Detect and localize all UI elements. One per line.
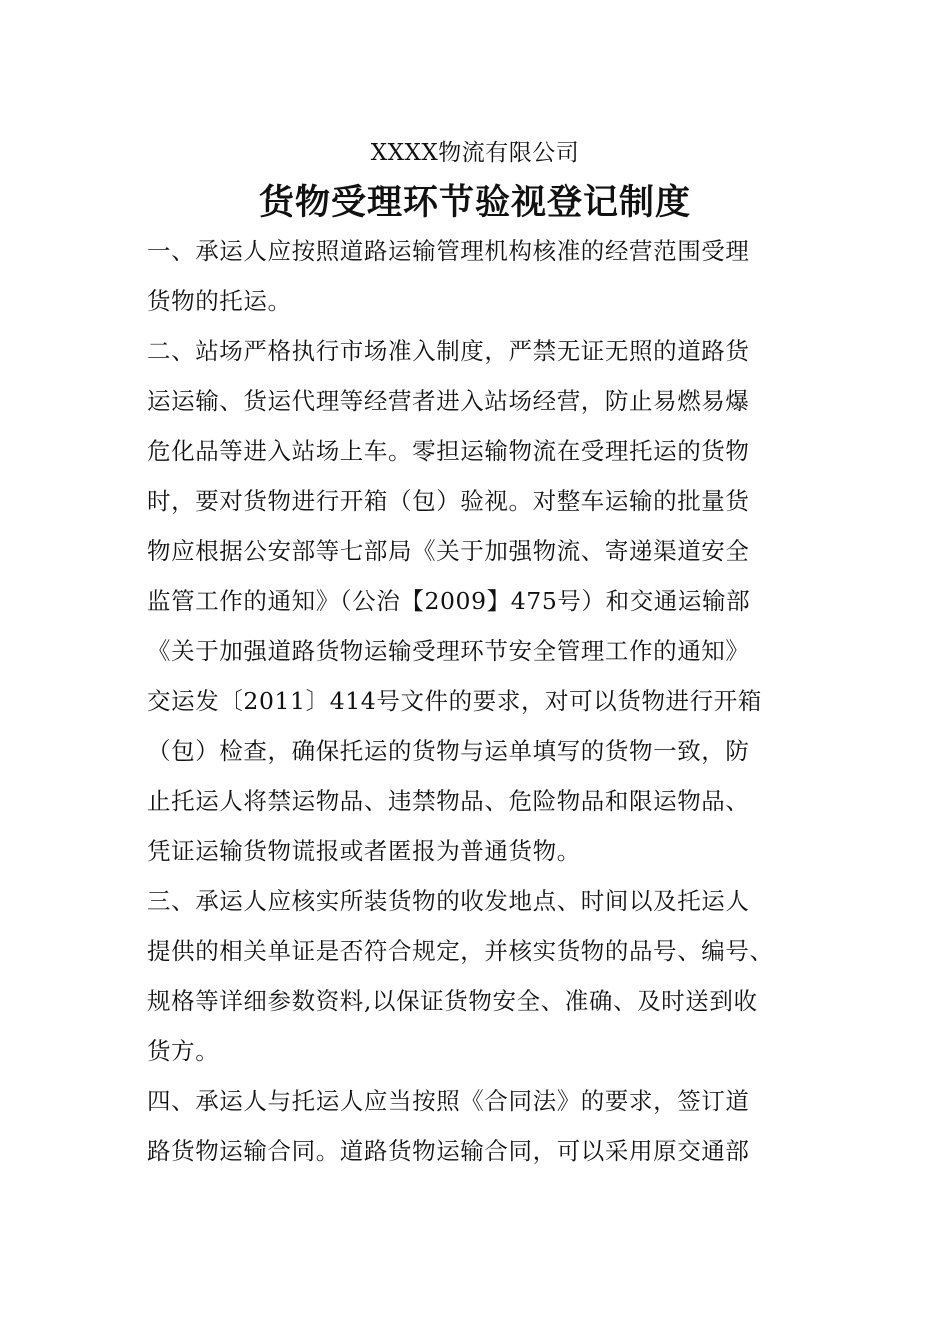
text-line: 路货物运输合同。道路货物运输合同，可以采用原交通部: [147, 1137, 750, 1165]
text-line: 危化品等进入站场上车。零担运输物流在受理托运的货物: [147, 437, 750, 465]
text-line: 物应根据公安部等七部局《关于加强物流、寄递渠道安全: [147, 537, 750, 565]
text-line: 三、承运人应核实所装货物的收发地点、时间以及托运人: [147, 887, 750, 915]
document-body: [147, 226, 807, 1176]
text-line: 《关于加强道路货物运输受理环节安全管理工作的通知》: [147, 637, 750, 665]
text-line: 一、承运人应按照道路运输管理机构核准的经营范围受理: [147, 237, 750, 265]
company-name: XXXX物流有限公司: [370, 140, 580, 166]
text-line: 货方。: [147, 1037, 220, 1065]
text-line: 货物的托运。: [147, 287, 292, 315]
text-line: 四、承运人与托运人应当按照《合同法》的要求，签订道: [147, 1087, 750, 1115]
text-line: 凭证运输货物谎报或者匿报为普通货物。: [147, 837, 581, 865]
text-line: 止托运人将禁运物品、违禁物品、危险物品和限运物品、: [147, 787, 750, 815]
text-line: 时，要对货物进行开箱（包）验视。对整车运输的批量货: [147, 487, 750, 515]
text-line: 运运输、货运代理等经营者进入站场经营，防止易燃易爆: [147, 387, 750, 415]
text-line: 交运发〔2011〕414号文件的要求，对可以货物进行开箱: [147, 687, 762, 715]
document-title: 货物受理环节验视登记制度: [258, 182, 691, 223]
text-line: 规格等详细参数资料,以保证货物安全、准确、及时送到收: [147, 987, 758, 1015]
text-line: 监管工作的通知》（公治【2009】475号）和交通运输部: [147, 587, 751, 615]
text-line: 提供的相关单证是否符合规定，并核实货物的品号、编号、: [147, 937, 774, 965]
text-line: 二、站场严格执行市场准入制度，严禁无证无照的道路货: [147, 337, 750, 365]
text-line: （包）检查，确保托运的货物与运单填写的货物一致，防: [147, 737, 750, 765]
